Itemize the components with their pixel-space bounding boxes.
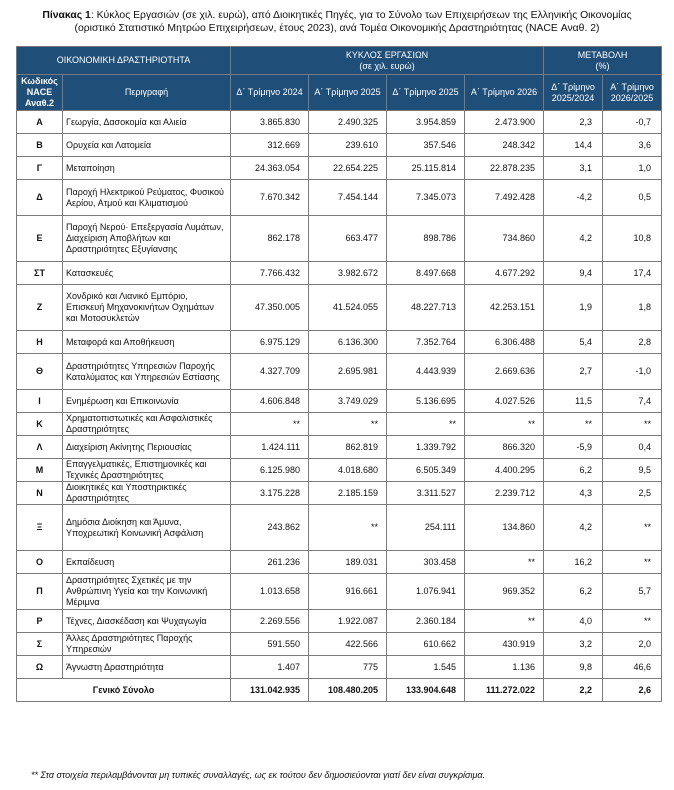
row-turnover-value: 261.236 bbox=[231, 551, 309, 574]
row-code: Ι bbox=[17, 390, 63, 413]
row-turnover-value: 5.136.695 bbox=[387, 390, 465, 413]
row-turnover-value: 3.175.228 bbox=[231, 482, 309, 505]
row-change-value: -1,0 bbox=[603, 354, 662, 390]
row-turnover-value: ** bbox=[231, 413, 309, 436]
row-turnover-value: 4.677.292 bbox=[465, 262, 544, 285]
row-turnover-value: 303.458 bbox=[387, 551, 465, 574]
row-turnover-value: 2.695.981 bbox=[309, 354, 387, 390]
row-change-value: 2,5 bbox=[603, 482, 662, 505]
row-turnover-value: 2.269.556 bbox=[231, 610, 309, 633]
row-change-value: ** bbox=[603, 551, 662, 574]
row-change-value: 5,4 bbox=[544, 331, 603, 354]
group-header-change bbox=[544, 47, 662, 75]
row-turnover-value: 916.661 bbox=[309, 574, 387, 610]
row-change-value: 14,4 bbox=[544, 134, 603, 157]
header-col: Δ΄ Τρίμηνο 2024 bbox=[231, 75, 309, 111]
footnote: ** Στα στοιχεία περιλαμβάνονται μη τυπικές συναλλαγές, ως εκ τούτου δεν δημοσιεύονται γιατί δεν είναι συγκρίσιμα. bbox=[31, 770, 486, 780]
row-change-value: 3,6 bbox=[603, 134, 662, 157]
table-row bbox=[17, 436, 662, 459]
row-turnover-value: 2.239.712 bbox=[465, 482, 544, 505]
row-description: Τέχνες, Διασκέδαση και Ψυχαγωγία bbox=[63, 610, 231, 633]
row-code: Δ bbox=[17, 180, 63, 216]
table-row bbox=[17, 134, 662, 157]
total-turnover-value: 111.272.022 bbox=[465, 679, 544, 702]
row-turnover-value: 422.566 bbox=[309, 633, 387, 656]
turnover-header-title: ΚΥΚΛΟΣ ΕΡΓΑΣΙΩΝ bbox=[345, 49, 429, 60]
row-turnover-value: 7.454.144 bbox=[309, 180, 387, 216]
row-turnover-value: ** bbox=[465, 413, 544, 436]
row-turnover-value: 7.766.432 bbox=[231, 262, 309, 285]
group-header-activity: ΟΙΚΟΝΟΜΙΚΗ ΔΡΑΣΤΗΡΙΟΤΗΤΑ bbox=[17, 47, 231, 75]
row-change-value: ** bbox=[603, 413, 662, 436]
row-turnover-value: 775 bbox=[309, 656, 387, 679]
row-turnover-value: 4.018.680 bbox=[309, 459, 387, 482]
row-turnover-value: 22.654.225 bbox=[309, 157, 387, 180]
table-row bbox=[17, 633, 662, 656]
row-change-value: 4,0 bbox=[544, 610, 603, 633]
row-turnover-value: 47.350.005 bbox=[231, 285, 309, 331]
row-turnover-value: 239.610 bbox=[309, 134, 387, 157]
row-code: Π bbox=[17, 574, 63, 610]
row-turnover-value: ** bbox=[309, 413, 387, 436]
row-change-value: 1,0 bbox=[603, 157, 662, 180]
row-turnover-value: 663.477 bbox=[309, 216, 387, 262]
table-row bbox=[17, 331, 662, 354]
row-change-value: -0,7 bbox=[603, 111, 662, 134]
row-turnover-value: 7.492.428 bbox=[465, 180, 544, 216]
row-turnover-value: 7.670.342 bbox=[231, 180, 309, 216]
row-turnover-value: 1.339.792 bbox=[387, 436, 465, 459]
row-turnover-value: ** bbox=[387, 413, 465, 436]
total-row bbox=[17, 679, 662, 702]
row-description: Μεταποίηση bbox=[63, 157, 231, 180]
table-row bbox=[17, 574, 662, 610]
group-header-turnover bbox=[231, 47, 544, 75]
row-turnover-value: ** bbox=[309, 505, 387, 551]
table-row bbox=[17, 413, 662, 436]
row-turnover-value: 3.982.672 bbox=[309, 262, 387, 285]
row-code: Ε bbox=[17, 216, 63, 262]
row-description: Δραστηριότητες Υπηρεσιών Παροχής Καταλύματος και Υπηρεσιών Εστίασης bbox=[63, 354, 231, 390]
header-col: Α΄ Τρίμηνο 2026 bbox=[465, 75, 544, 111]
row-turnover-value: 862.819 bbox=[309, 436, 387, 459]
row-turnover-value: 3.865.830 bbox=[231, 111, 309, 134]
total-label: Γενικό Σύνολο bbox=[17, 679, 231, 702]
row-change-value: 4,2 bbox=[544, 216, 603, 262]
table-row bbox=[17, 157, 662, 180]
header-col: Α΄ Τρίμηνο 2026/2025 bbox=[603, 75, 662, 111]
row-turnover-value: 6.505.349 bbox=[387, 459, 465, 482]
row-turnover-value: 969.352 bbox=[465, 574, 544, 610]
row-change-value: -5,9 bbox=[544, 436, 603, 459]
table-row bbox=[17, 262, 662, 285]
row-turnover-value: 1.076.941 bbox=[387, 574, 465, 610]
row-description: Ενημέρωση και Επικοινωνία bbox=[63, 390, 231, 413]
header-description: Περιγραφή bbox=[63, 75, 231, 111]
row-change-value: 9,8 bbox=[544, 656, 603, 679]
row-turnover-value: 591.550 bbox=[231, 633, 309, 656]
row-code: Θ bbox=[17, 354, 63, 390]
row-turnover-value: 4.027.526 bbox=[465, 390, 544, 413]
row-turnover-value: 41.524.055 bbox=[309, 285, 387, 331]
row-description: Δημόσια Διοίκηση και Άμυνα, Υποχρεωτική Κοινωνική Ασφάλιση bbox=[63, 505, 231, 551]
change-header-title: ΜΕΤΑΒΟΛΗ bbox=[577, 49, 628, 60]
row-turnover-value: 430.919 bbox=[465, 633, 544, 656]
header-col: Δ΄ Τρίμηνο 2025 bbox=[387, 75, 465, 111]
row-description: Επαγγελματικές, Επιστημονικές και Τεχνικές Δραστηριότητες bbox=[63, 459, 231, 482]
row-turnover-value: ** bbox=[465, 610, 544, 633]
row-code: Ο bbox=[17, 551, 63, 574]
row-change-value: 2,0 bbox=[603, 633, 662, 656]
row-description: Διαχείριση Ακίνητης Περιουσίας bbox=[63, 436, 231, 459]
row-code: Β bbox=[17, 134, 63, 157]
row-turnover-value: 898.786 bbox=[387, 216, 465, 262]
row-description: Διοικητικές και Υποστηρικτικές Δραστηριότητες bbox=[63, 482, 231, 505]
row-turnover-value: 2.473.900 bbox=[465, 111, 544, 134]
row-turnover-value: 248.342 bbox=[465, 134, 544, 157]
total-turnover-value: 133.904.648 bbox=[387, 679, 465, 702]
header-col: Δ΄ Τρίμηνο 2025/2024 bbox=[544, 75, 603, 111]
row-turnover-value: 134.860 bbox=[465, 505, 544, 551]
row-turnover-value: 2.490.325 bbox=[309, 111, 387, 134]
row-description: Μεταφορά και Αποθήκευση bbox=[63, 331, 231, 354]
row-code: Μ bbox=[17, 459, 63, 482]
row-change-value: 6,2 bbox=[544, 459, 603, 482]
table-row bbox=[17, 551, 662, 574]
table-caption bbox=[0, 9, 674, 35]
row-turnover-value: 6.975.129 bbox=[231, 331, 309, 354]
header-code: Κωδικός NACE Αναθ.2 bbox=[17, 75, 63, 111]
row-turnover-value: 1.545 bbox=[387, 656, 465, 679]
row-turnover-value: 7.345.073 bbox=[387, 180, 465, 216]
row-change-value: 17,4 bbox=[603, 262, 662, 285]
row-turnover-value: 734.860 bbox=[465, 216, 544, 262]
table-row bbox=[17, 111, 662, 134]
row-turnover-value: 1.922.087 bbox=[309, 610, 387, 633]
total-turnover-value: 108.480.205 bbox=[309, 679, 387, 702]
row-turnover-value: 22.878.235 bbox=[465, 157, 544, 180]
row-turnover-value: 1.424.111 bbox=[231, 436, 309, 459]
row-turnover-value: 3.749.029 bbox=[309, 390, 387, 413]
row-turnover-value: 254.111 bbox=[387, 505, 465, 551]
row-change-value: 2,7 bbox=[544, 354, 603, 390]
row-change-value: 5,7 bbox=[603, 574, 662, 610]
row-turnover-value: 2.669.636 bbox=[465, 354, 544, 390]
row-change-value: 4,2 bbox=[544, 505, 603, 551]
row-change-value: 3,2 bbox=[544, 633, 603, 656]
row-change-value: ** bbox=[544, 413, 603, 436]
row-description: Εκπαίδευση bbox=[63, 551, 231, 574]
row-turnover-value: 862.178 bbox=[231, 216, 309, 262]
row-turnover-value: 7.352.764 bbox=[387, 331, 465, 354]
row-code: Ξ bbox=[17, 505, 63, 551]
row-change-value: 9,5 bbox=[603, 459, 662, 482]
caption-line1: : Κύκλος Εργασιών (σε χιλ. ευρώ), από Διοικητικές Πηγές, για το Σύνολο των Επιχειρήσεων της Ελληνικής Οικονομίας bbox=[90, 10, 632, 21]
row-change-value: -4,2 bbox=[544, 180, 603, 216]
row-description: Χονδρικό και Λιανικό Εμπόριο, Επισκευή Μηχανοκινήτων Οχημάτων και Μοτοσυκλετών bbox=[63, 285, 231, 331]
header-col: Α΄ Τρίμηνο 2025 bbox=[309, 75, 387, 111]
row-turnover-value: 8.497.668 bbox=[387, 262, 465, 285]
row-description: Κατασκευές bbox=[63, 262, 231, 285]
row-turnover-value: 6.125.980 bbox=[231, 459, 309, 482]
row-turnover-value: 610.662 bbox=[387, 633, 465, 656]
row-turnover-value: 4.443.939 bbox=[387, 354, 465, 390]
row-code: Α bbox=[17, 111, 63, 134]
turnover-header-unit: (σε χιλ. ευρώ) bbox=[359, 60, 415, 71]
row-description: Παροχή Νερού· Επεξεργασία Λυμάτων, Διαχείριση Αποβλήτων και Δραστηριότητες Εξυγίανσης bbox=[63, 216, 231, 262]
row-turnover-value: 1.407 bbox=[231, 656, 309, 679]
row-code: Γ bbox=[17, 157, 63, 180]
table-row bbox=[17, 505, 662, 551]
row-turnover-value: 42.253.151 bbox=[465, 285, 544, 331]
row-change-value: 10,8 bbox=[603, 216, 662, 262]
row-turnover-value: 189.031 bbox=[309, 551, 387, 574]
row-change-value: 46,6 bbox=[603, 656, 662, 679]
row-turnover-value: 1.136 bbox=[465, 656, 544, 679]
row-change-value: 0,5 bbox=[603, 180, 662, 216]
row-change-value: 2,8 bbox=[603, 331, 662, 354]
table-row bbox=[17, 180, 662, 216]
table-row bbox=[17, 610, 662, 633]
row-turnover-value: 24.363.054 bbox=[231, 157, 309, 180]
row-description: Άγνωστη Δραστηριότητα bbox=[63, 656, 231, 679]
row-change-value: 6,2 bbox=[544, 574, 603, 610]
row-change-value: 16,2 bbox=[544, 551, 603, 574]
total-change-value: 2,2 bbox=[544, 679, 603, 702]
row-turnover-value: 2.360.184 bbox=[387, 610, 465, 633]
row-turnover-value: 866.320 bbox=[465, 436, 544, 459]
turnover-table bbox=[16, 46, 662, 702]
row-code: Λ bbox=[17, 436, 63, 459]
row-turnover-value: 48.227.713 bbox=[387, 285, 465, 331]
row-change-value: 7,4 bbox=[603, 390, 662, 413]
row-description: Άλλες Δραστηριότητες Παροχής Υπηρεσιών bbox=[63, 633, 231, 656]
row-code: Η bbox=[17, 331, 63, 354]
row-description: Γεωργία, Δασοκομία και Αλιεία bbox=[63, 111, 231, 134]
row-description: Χρηματοπιστωτικές και Ασφαλιστικές Δραστηριότητες bbox=[63, 413, 231, 436]
table-row bbox=[17, 354, 662, 390]
row-change-value: 4,3 bbox=[544, 482, 603, 505]
row-change-value: 3,1 bbox=[544, 157, 603, 180]
row-change-value: 1,8 bbox=[603, 285, 662, 331]
row-turnover-value: 243.862 bbox=[231, 505, 309, 551]
row-code: Ζ bbox=[17, 285, 63, 331]
row-turnover-value: 312.669 bbox=[231, 134, 309, 157]
row-turnover-value: 4.327.709 bbox=[231, 354, 309, 390]
row-code: ΣΤ bbox=[17, 262, 63, 285]
table-row bbox=[17, 216, 662, 262]
row-code: Κ bbox=[17, 413, 63, 436]
row-code: Σ bbox=[17, 633, 63, 656]
row-turnover-value: 3.311.527 bbox=[387, 482, 465, 505]
total-change-value: 2,6 bbox=[603, 679, 662, 702]
caption-label: Πίνακας 1 bbox=[42, 10, 91, 21]
caption-line2: (οριστικό Στατιστικό Μητρώο Επιχειρήσεων, έτους 2023), ανά Τομέα Οικονομικής Δραστηριότητας (NACE Αναθ. 2) bbox=[74, 23, 600, 34]
row-turnover-value: 25.115.814 bbox=[387, 157, 465, 180]
row-code: Ρ bbox=[17, 610, 63, 633]
row-turnover-value: 4.400.295 bbox=[465, 459, 544, 482]
total-turnover-value: 131.042.935 bbox=[231, 679, 309, 702]
row-change-value: ** bbox=[603, 505, 662, 551]
row-turnover-value: 357.546 bbox=[387, 134, 465, 157]
table-row bbox=[17, 285, 662, 331]
row-turnover-value: 1.013.658 bbox=[231, 574, 309, 610]
table-row bbox=[17, 390, 662, 413]
table-row bbox=[17, 482, 662, 505]
table-row bbox=[17, 459, 662, 482]
row-turnover-value: 3.954.859 bbox=[387, 111, 465, 134]
row-turnover-value: 6.306.488 bbox=[465, 331, 544, 354]
row-description: Δραστηριότητες Σχετικές με την Ανθρώπινη Υγεία και την Κοινωνική Μέριμνα bbox=[63, 574, 231, 610]
row-turnover-value: 2.185.159 bbox=[309, 482, 387, 505]
change-header-unit: (%) bbox=[595, 60, 610, 71]
row-change-value: 1,9 bbox=[544, 285, 603, 331]
row-change-value: 2,3 bbox=[544, 111, 603, 134]
row-description: Παροχή Ηλεκτρικού Ρεύματος, Φυσικού Αερίου, Ατμού και Κλιματισμού bbox=[63, 180, 231, 216]
row-turnover-value: 4.606.848 bbox=[231, 390, 309, 413]
row-change-value: ** bbox=[603, 610, 662, 633]
row-change-value: 0,4 bbox=[603, 436, 662, 459]
row-code: Ν bbox=[17, 482, 63, 505]
row-change-value: 11,5 bbox=[544, 390, 603, 413]
row-change-value: 9,4 bbox=[544, 262, 603, 285]
table-row bbox=[17, 656, 662, 679]
row-description: Ορυχεία και Λατομεία bbox=[63, 134, 231, 157]
row-turnover-value: 6.136.300 bbox=[309, 331, 387, 354]
row-code: Ω bbox=[17, 656, 63, 679]
row-turnover-value: ** bbox=[465, 551, 544, 574]
